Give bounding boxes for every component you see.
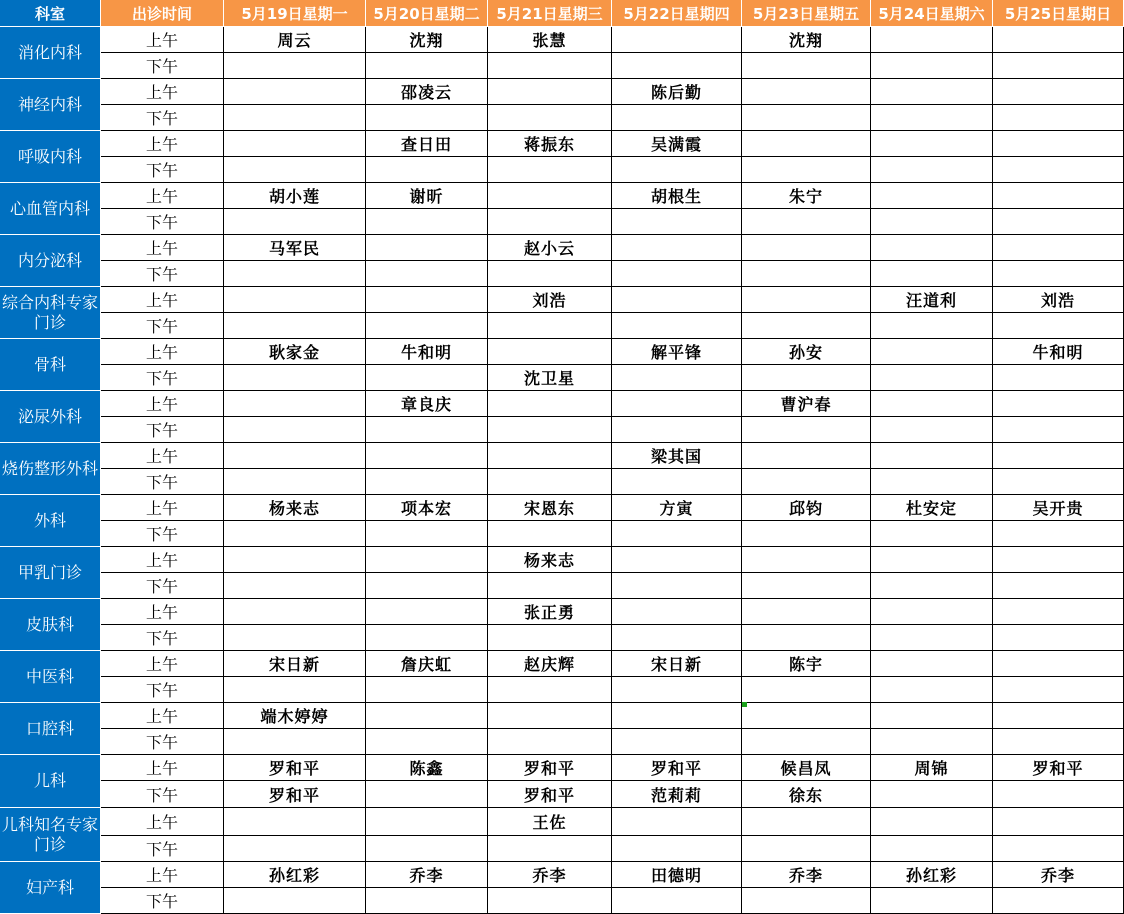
doctor-cell[interactable] <box>871 105 993 131</box>
doctor-cell[interactable] <box>224 365 366 391</box>
doctor-cell[interactable] <box>366 365 488 391</box>
doctor-cell[interactable] <box>871 235 993 261</box>
doctor-cell[interactable] <box>993 105 1124 131</box>
doctor-cell[interactable]: 徐东 <box>742 781 871 808</box>
doctor-cell[interactable] <box>612 703 742 729</box>
doctor-cell[interactable] <box>224 729 366 755</box>
period-cell: 上午 <box>101 755 224 781</box>
department-cell: 皮肤科 <box>0 599 101 651</box>
period-cell: 上午 <box>101 391 224 417</box>
doctor-cell[interactable] <box>224 417 366 443</box>
doctor-cell[interactable]: 刘浩 <box>488 287 612 313</box>
doctor-cell[interactable] <box>871 391 993 417</box>
doctor-cell[interactable]: 孙红彩 <box>871 862 993 888</box>
doctor-cell[interactable] <box>488 625 612 651</box>
period-cell: 下午 <box>101 625 224 651</box>
department-cell: 呼吸内科 <box>0 131 101 183</box>
doctor-cell[interactable] <box>612 521 742 547</box>
doctor-cell[interactable] <box>742 131 871 157</box>
department-cell: 泌尿外科 <box>0 391 101 443</box>
doctor-cell[interactable]: 项本宏 <box>366 495 488 521</box>
doctor-cell[interactable] <box>488 79 612 105</box>
period-cell: 下午 <box>101 677 224 703</box>
doctor-cell[interactable] <box>871 469 993 495</box>
doctor-cell[interactable]: 杨来志 <box>488 547 612 573</box>
doctor-cell[interactable] <box>224 391 366 417</box>
doctor-cell[interactable]: 朱宁 <box>742 183 871 209</box>
doctor-cell[interactable] <box>612 469 742 495</box>
doctor-cell[interactable] <box>742 235 871 261</box>
doctor-cell[interactable] <box>612 599 742 625</box>
department-cell: 综合内科专家门诊 <box>0 287 101 339</box>
doctor-cell[interactable] <box>742 417 871 443</box>
doctor-cell[interactable] <box>993 417 1124 443</box>
period-cell: 下午 <box>101 469 224 495</box>
doctor-cell[interactable] <box>488 888 612 914</box>
doctor-cell[interactable] <box>366 573 488 599</box>
doctor-cell[interactable] <box>993 729 1124 755</box>
doctor-cell[interactable] <box>612 677 742 703</box>
doctor-cell[interactable]: 胡根生 <box>612 183 742 209</box>
doctor-cell[interactable] <box>366 547 488 573</box>
doctor-cell[interactable] <box>993 53 1124 79</box>
period-cell: 上午 <box>101 183 224 209</box>
period-cell: 下午 <box>101 53 224 79</box>
doctor-cell[interactable]: 查日田 <box>366 131 488 157</box>
doctor-cell[interactable] <box>488 836 612 862</box>
doctor-cell[interactable] <box>993 888 1124 914</box>
doctor-cell[interactable] <box>742 287 871 313</box>
doctor-cell[interactable]: 罗和平 <box>488 781 612 808</box>
doctor-cell[interactable] <box>612 157 742 183</box>
doctor-cell[interactable] <box>993 469 1124 495</box>
doctor-cell[interactable] <box>366 53 488 79</box>
doctor-cell[interactable] <box>224 157 366 183</box>
period-cell: 下午 <box>101 888 224 914</box>
doctor-cell[interactable] <box>993 131 1124 157</box>
period-cell: 上午 <box>101 599 224 625</box>
doctor-cell[interactable]: 宋日新 <box>612 651 742 677</box>
doctor-cell[interactable] <box>871 157 993 183</box>
doctor-cell[interactable] <box>366 808 488 836</box>
department-cell: 口腔科 <box>0 703 101 755</box>
doctor-cell[interactable] <box>488 677 612 703</box>
doctor-cell[interactable]: 乔李 <box>366 862 488 888</box>
doctor-cell[interactable] <box>488 521 612 547</box>
period-cell: 上午 <box>101 495 224 521</box>
period-cell: 下午 <box>101 365 224 391</box>
doctor-cell[interactable]: 罗和平 <box>224 781 366 808</box>
doctor-cell[interactable] <box>488 157 612 183</box>
department-cell: 内分泌科 <box>0 235 101 287</box>
doctor-cell[interactable] <box>224 313 366 339</box>
doctor-cell[interactable] <box>488 313 612 339</box>
doctor-cell[interactable] <box>224 131 366 157</box>
department-cell: 外科 <box>0 495 101 547</box>
doctor-cell[interactable] <box>993 836 1124 862</box>
department-cell: 神经内科 <box>0 79 101 131</box>
period-cell: 上午 <box>101 235 224 261</box>
period-cell: 上午 <box>101 651 224 677</box>
period-cell: 下午 <box>101 729 224 755</box>
doctor-cell[interactable]: 张慧 <box>488 27 612 53</box>
doctor-cell[interactable]: 詹庆虹 <box>366 651 488 677</box>
doctor-cell[interactable] <box>742 703 871 729</box>
doctor-cell[interactable] <box>742 469 871 495</box>
doctor-cell[interactable]: 牛和明 <box>993 339 1124 365</box>
doctor-cell[interactable] <box>612 808 742 836</box>
doctor-cell[interactable]: 蒋振东 <box>488 131 612 157</box>
doctor-cell[interactable] <box>871 836 993 862</box>
doctor-cell[interactable]: 宋日新 <box>224 651 366 677</box>
doctor-cell[interactable] <box>993 651 1124 677</box>
doctor-cell[interactable]: 马军民 <box>224 235 366 261</box>
doctor-cell[interactable]: 邵凌云 <box>366 79 488 105</box>
doctor-cell[interactable]: 罗和平 <box>224 755 366 781</box>
doctor-cell[interactable] <box>993 209 1124 235</box>
doctor-cell[interactable] <box>993 781 1124 808</box>
doctor-cell[interactable]: 宋恩东 <box>488 495 612 521</box>
department-cell: 儿科 <box>0 755 101 808</box>
doctor-cell[interactable] <box>488 261 612 287</box>
doctor-cell[interactable] <box>993 521 1124 547</box>
doctor-cell[interactable]: 陈宇 <box>742 651 871 677</box>
doctor-cell[interactable] <box>742 888 871 914</box>
doctor-cell[interactable] <box>366 677 488 703</box>
period-cell: 下午 <box>101 781 224 808</box>
doctor-cell[interactable] <box>871 703 993 729</box>
doctor-cell[interactable] <box>871 339 993 365</box>
doctor-cell[interactable] <box>871 261 993 287</box>
doctor-cell[interactable] <box>742 521 871 547</box>
doctor-cell[interactable] <box>224 599 366 625</box>
doctor-cell[interactable]: 陈鑫 <box>366 755 488 781</box>
header-department: 科室 <box>0 0 101 27</box>
period-cell: 上午 <box>101 27 224 53</box>
doctor-cell[interactable] <box>612 573 742 599</box>
period-cell: 下午 <box>101 836 224 862</box>
doctor-cell[interactable] <box>488 417 612 443</box>
header-day: 5月23日星期五 <box>742 0 871 27</box>
doctor-cell[interactable] <box>612 365 742 391</box>
doctor-cell[interactable]: 罗和平 <box>612 755 742 781</box>
doctor-cell[interactable]: 乔李 <box>742 862 871 888</box>
department-cell: 消化内科 <box>0 27 101 79</box>
header-day: 5月25日星期日 <box>993 0 1124 27</box>
header-day: 5月24日星期六 <box>871 0 993 27</box>
doctor-cell[interactable] <box>612 235 742 261</box>
doctor-cell[interactable] <box>871 599 993 625</box>
period-cell: 上午 <box>101 808 224 836</box>
doctor-cell[interactable]: 耿家金 <box>224 339 366 365</box>
cell-fill-handle[interactable] <box>742 702 747 707</box>
doctor-cell[interactable] <box>993 313 1124 339</box>
doctor-cell[interactable]: 候昌凤 <box>742 755 871 781</box>
doctor-cell[interactable]: 赵小云 <box>488 235 612 261</box>
doctor-cell[interactable] <box>224 79 366 105</box>
doctor-cell[interactable]: 范莉莉 <box>612 781 742 808</box>
doctor-cell[interactable] <box>366 599 488 625</box>
doctor-cell[interactable] <box>488 703 612 729</box>
doctor-cell[interactable]: 吴满霞 <box>612 131 742 157</box>
doctor-cell[interactable] <box>224 836 366 862</box>
doctor-cell[interactable] <box>742 625 871 651</box>
doctor-cell[interactable] <box>612 313 742 339</box>
doctor-cell[interactable] <box>742 836 871 862</box>
doctor-cell[interactable]: 杨来志 <box>224 495 366 521</box>
doctor-cell[interactable] <box>366 287 488 313</box>
doctor-cell[interactable]: 汪道利 <box>871 287 993 313</box>
doctor-cell[interactable]: 陈后勤 <box>612 79 742 105</box>
doctor-cell[interactable] <box>871 417 993 443</box>
doctor-cell[interactable] <box>742 599 871 625</box>
doctor-cell[interactable] <box>993 235 1124 261</box>
doctor-cell[interactable] <box>366 888 488 914</box>
doctor-cell[interactable] <box>993 365 1124 391</box>
doctor-cell[interactable] <box>488 391 612 417</box>
doctor-cell[interactable]: 沈翔 <box>366 27 488 53</box>
doctor-cell[interactable] <box>742 105 871 131</box>
doctor-cell[interactable] <box>871 209 993 235</box>
period-cell: 下午 <box>101 261 224 287</box>
period-cell: 下午 <box>101 417 224 443</box>
doctor-cell[interactable] <box>993 261 1124 287</box>
doctor-cell[interactable] <box>742 573 871 599</box>
doctor-cell[interactable]: 沈卫星 <box>488 365 612 391</box>
doctor-cell[interactable] <box>612 391 742 417</box>
doctor-cell[interactable] <box>488 443 612 469</box>
doctor-cell[interactable] <box>871 79 993 105</box>
doctor-cell[interactable] <box>742 677 871 703</box>
doctor-cell[interactable] <box>366 235 488 261</box>
department-cell: 烧伤整形外科 <box>0 443 101 495</box>
doctor-cell[interactable] <box>742 729 871 755</box>
doctor-cell[interactable] <box>366 261 488 287</box>
doctor-cell[interactable] <box>993 157 1124 183</box>
doctor-cell[interactable] <box>488 573 612 599</box>
doctor-cell[interactable] <box>871 573 993 599</box>
doctor-cell[interactable]: 牛和明 <box>366 339 488 365</box>
doctor-cell[interactable] <box>366 443 488 469</box>
doctor-cell[interactable] <box>224 287 366 313</box>
doctor-cell[interactable] <box>612 547 742 573</box>
doctor-cell[interactable]: 孙红彩 <box>224 862 366 888</box>
doctor-cell[interactable]: 赵庆辉 <box>488 651 612 677</box>
header-day: 5月19日星期一 <box>224 0 366 27</box>
period-cell: 上午 <box>101 547 224 573</box>
doctor-cell[interactable] <box>871 27 993 53</box>
doctor-cell[interactable] <box>742 443 871 469</box>
department-cell: 骨科 <box>0 339 101 391</box>
doctor-cell[interactable] <box>612 53 742 79</box>
department-cell: 心血管内科 <box>0 183 101 235</box>
doctor-cell[interactable]: 解平锋 <box>612 339 742 365</box>
doctor-cell[interactable] <box>366 417 488 443</box>
department-cell: 甲乳门诊 <box>0 547 101 599</box>
doctor-cell[interactable] <box>488 105 612 131</box>
doctor-cell[interactable] <box>612 417 742 443</box>
doctor-cell[interactable]: 方寅 <box>612 495 742 521</box>
department-cell: 儿科知名专家门诊 <box>0 808 101 862</box>
doctor-cell[interactable]: 杜安定 <box>871 495 993 521</box>
doctor-cell[interactable] <box>366 836 488 862</box>
doctor-cell[interactable] <box>224 105 366 131</box>
header-day: 5月22日星期四 <box>612 0 742 27</box>
doctor-cell[interactable]: 乔李 <box>488 862 612 888</box>
header-day: 5月20日星期二 <box>366 0 488 27</box>
doctor-cell[interactable] <box>224 521 366 547</box>
doctor-cell[interactable]: 沈翔 <box>742 27 871 53</box>
doctor-cell[interactable] <box>488 469 612 495</box>
doctor-cell[interactable] <box>993 27 1124 53</box>
doctor-cell[interactable] <box>224 209 366 235</box>
doctor-cell[interactable] <box>871 547 993 573</box>
doctor-cell[interactable] <box>366 625 488 651</box>
doctor-cell[interactable]: 田德明 <box>612 862 742 888</box>
doctor-cell[interactable] <box>366 729 488 755</box>
doctor-cell[interactable] <box>488 53 612 79</box>
doctor-cell[interactable] <box>366 209 488 235</box>
doctor-cell[interactable] <box>871 443 993 469</box>
doctor-cell[interactable] <box>488 729 612 755</box>
doctor-cell[interactable] <box>871 651 993 677</box>
doctor-cell[interactable] <box>993 808 1124 836</box>
doctor-cell[interactable] <box>224 261 366 287</box>
doctor-cell[interactable]: 周锦 <box>871 755 993 781</box>
period-cell: 上午 <box>101 339 224 365</box>
doctor-cell[interactable] <box>993 703 1124 729</box>
doctor-cell[interactable] <box>993 443 1124 469</box>
doctor-cell[interactable] <box>612 27 742 53</box>
doctor-cell[interactable]: 谢昕 <box>366 183 488 209</box>
doctor-cell[interactable] <box>871 625 993 651</box>
doctor-cell[interactable] <box>224 573 366 599</box>
period-cell: 下午 <box>101 105 224 131</box>
doctor-cell[interactable] <box>742 79 871 105</box>
doctor-cell[interactable] <box>612 287 742 313</box>
doctor-cell[interactable] <box>993 547 1124 573</box>
doctor-cell[interactable] <box>742 313 871 339</box>
doctor-cell[interactable] <box>993 79 1124 105</box>
doctor-cell[interactable] <box>871 313 993 339</box>
doctor-cell[interactable] <box>366 781 488 808</box>
doctor-cell[interactable] <box>612 888 742 914</box>
period-cell: 下午 <box>101 313 224 339</box>
doctor-cell[interactable] <box>612 729 742 755</box>
department-cell: 妇产科 <box>0 862 101 914</box>
doctor-cell[interactable] <box>871 729 993 755</box>
doctor-cell[interactable]: 曹沪春 <box>742 391 871 417</box>
doctor-cell[interactable] <box>366 157 488 183</box>
period-cell: 下午 <box>101 521 224 547</box>
doctor-cell[interactable] <box>488 339 612 365</box>
doctor-cell[interactable] <box>742 53 871 79</box>
doctor-cell[interactable] <box>612 836 742 862</box>
period-cell: 上午 <box>101 862 224 888</box>
doctor-cell[interactable] <box>871 521 993 547</box>
doctor-cell[interactable] <box>488 209 612 235</box>
doctor-cell[interactable] <box>993 625 1124 651</box>
department-cell: 中医科 <box>0 651 101 703</box>
doctor-cell[interactable] <box>224 625 366 651</box>
period-cell: 下午 <box>101 209 224 235</box>
doctor-cell[interactable]: 罗和平 <box>993 755 1124 781</box>
doctor-cell[interactable] <box>871 365 993 391</box>
doctor-cell[interactable] <box>224 677 366 703</box>
doctor-cell[interactable]: 周云 <box>224 27 366 53</box>
doctor-cell[interactable] <box>742 209 871 235</box>
doctor-cell[interactable] <box>871 53 993 79</box>
doctor-cell[interactable]: 邱钧 <box>742 495 871 521</box>
doctor-cell[interactable] <box>488 183 612 209</box>
header-day: 5月21日星期三 <box>488 0 612 27</box>
period-cell: 上午 <box>101 79 224 105</box>
doctor-cell[interactable] <box>993 573 1124 599</box>
doctor-cell[interactable] <box>993 599 1124 625</box>
doctor-cell[interactable]: 胡小莲 <box>224 183 366 209</box>
doctor-cell[interactable]: 孙安 <box>742 339 871 365</box>
doctor-cell[interactable] <box>742 261 871 287</box>
doctor-cell[interactable] <box>871 781 993 808</box>
doctor-cell[interactable] <box>742 808 871 836</box>
period-cell: 上午 <box>101 443 224 469</box>
doctor-cell[interactable] <box>224 443 366 469</box>
period-cell: 上午 <box>101 703 224 729</box>
doctor-cell[interactable] <box>224 53 366 79</box>
doctor-cell[interactable] <box>993 391 1124 417</box>
doctor-cell[interactable]: 王佐 <box>488 808 612 836</box>
doctor-cell[interactable] <box>612 625 742 651</box>
doctor-cell[interactable]: 罗和平 <box>488 755 612 781</box>
doctor-cell[interactable] <box>612 105 742 131</box>
doctor-cell[interactable] <box>871 183 993 209</box>
doctor-cell[interactable]: 张正勇 <box>488 599 612 625</box>
doctor-cell[interactable] <box>612 261 742 287</box>
doctor-cell[interactable] <box>224 808 366 836</box>
doctor-cell[interactable] <box>871 131 993 157</box>
doctor-cell[interactable] <box>224 888 366 914</box>
doctor-cell[interactable] <box>742 157 871 183</box>
header-time: 出诊时间 <box>101 0 224 27</box>
doctor-cell[interactable] <box>366 521 488 547</box>
doctor-cell[interactable] <box>742 365 871 391</box>
doctor-cell[interactable] <box>871 677 993 703</box>
doctor-cell[interactable]: 端木婷婷 <box>224 703 366 729</box>
doctor-cell[interactable] <box>224 547 366 573</box>
period-cell: 上午 <box>101 131 224 157</box>
doctor-cell[interactable] <box>871 808 993 836</box>
period-cell: 上午 <box>101 287 224 313</box>
doctor-cell[interactable] <box>742 547 871 573</box>
doctor-cell[interactable] <box>612 209 742 235</box>
doctor-cell[interactable] <box>366 703 488 729</box>
doctor-cell[interactable]: 梁其国 <box>612 443 742 469</box>
period-cell: 下午 <box>101 157 224 183</box>
doctor-cell[interactable]: 章良庆 <box>366 391 488 417</box>
doctor-cell[interactable] <box>366 105 488 131</box>
doctor-cell[interactable] <box>366 469 488 495</box>
doctor-cell[interactable]: 吴开贵 <box>993 495 1124 521</box>
doctor-cell[interactable] <box>993 677 1124 703</box>
period-cell: 下午 <box>101 573 224 599</box>
doctor-cell[interactable] <box>871 888 993 914</box>
doctor-cell[interactable]: 乔李 <box>993 862 1124 888</box>
doctor-cell[interactable]: 刘浩 <box>993 287 1124 313</box>
doctor-cell[interactable] <box>993 183 1124 209</box>
doctor-cell[interactable] <box>366 313 488 339</box>
doctor-cell[interactable] <box>224 469 366 495</box>
